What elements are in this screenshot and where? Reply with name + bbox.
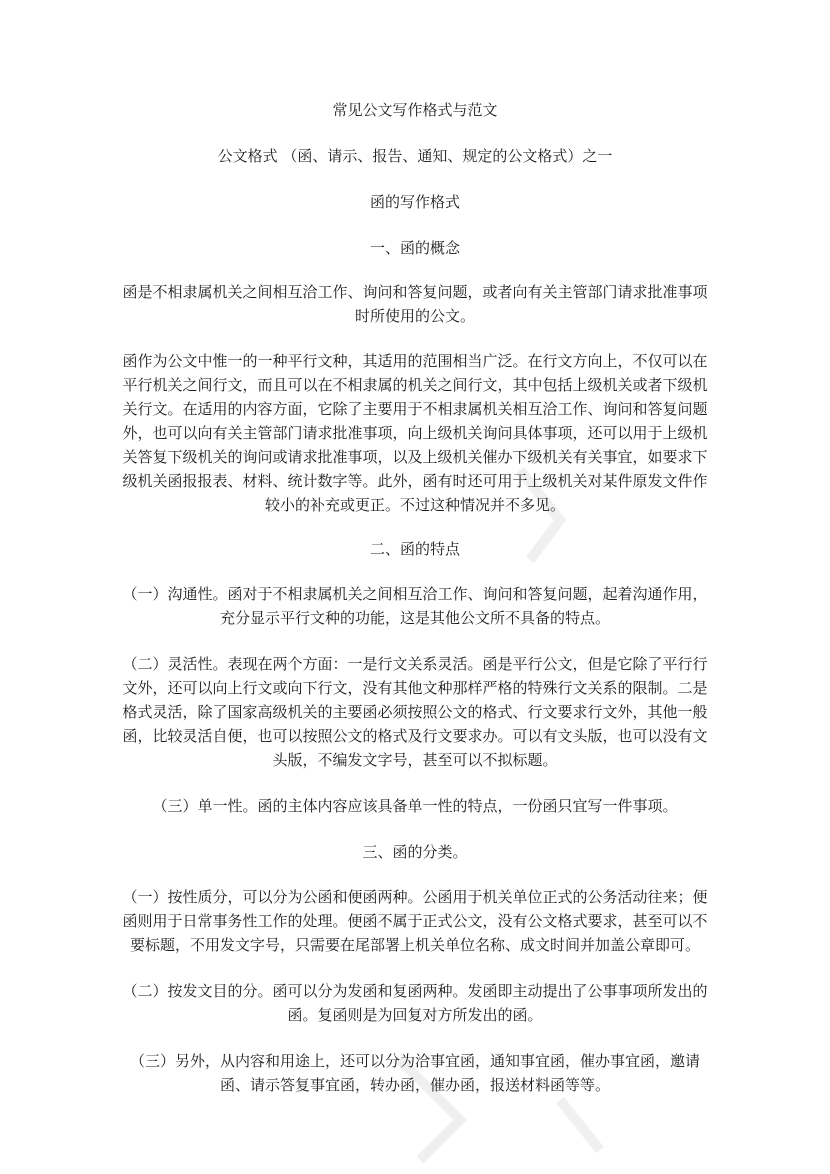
paragraph-class-content: （三）另外，从内容和用途上，还可以分为洽事宜函，通知事宜函，催办事宜函，邀请函、请示答复事宜函，转办函，催办函，报送材料函等等。 xyxy=(129,1052,700,1094)
paragraph-feature-flexibility: （二）灵活性。表现在两个方面：一是行文关系灵活。函是平行公文，但是它除了平行行文外，还可以向上行文或向下行文，没有其他文种那样严格的特殊行文关系的限制。二是格式灵活，除了国家高级机关的主要函必须按照公文的格式、行文要求行文外，其他一般函，比较灵活自便，也可以按照公文的格式及行文要求办。可以有文头版，也可以没有文头版，不编发文字号，甚至可以不拟标题。 xyxy=(122,655,708,769)
heading-features: 二、函的特点 xyxy=(369,540,460,558)
paragraph-feature-singularity: （三）单一性。函的主体内容应该具备单一性的特点，一份函只宜写一件事项。 xyxy=(152,797,678,815)
paragraph-class-nature: （一）按性质分，可以分为公函和便函两种。公函用于机关单位正式的公务活动往来；便函则用于日常事务性工作的处理。便函不属于正式公文，没有公文格式要求，甚至可以不要标题，不用发文字号，只需要在尾部署上机关单位名称、成文时间并加盖公章即可。 xyxy=(122,888,708,954)
document-subtitle: 公文格式 （函、请示、报告、通知、规定的公文格式）之一 xyxy=(217,147,613,165)
paragraph-class-purpose: （二）按发文目的分。函可以分为发函和复函两种。发函即主动提出了公事事项所发出的函。复函则是为回复对方所发出的函。 xyxy=(122,982,708,1024)
paragraph-feature-communication: （一）沟通性。函对于不相隶属机关之间相互洽工作、询问和答复问题，起着沟通作用，充分显示平行文种的功能，这是其他公文所不具备的特点。 xyxy=(122,585,708,627)
heading-classification: 三、函的分类。 xyxy=(362,843,468,861)
paragraph-definition: 函是不相隶属机关之间相互洽工作、询问和答复问题，或者向有关主管部门请求批准事项时所使用的公文。 xyxy=(122,283,708,325)
paragraph-scope: 函作为公文中惟一的一种平行文种，其适用的范围相当广泛。在行文方向上，不仅可以在平行机关之间行文，而且可以在不相隶属的机关之间行文，其中包括上级机关或者下级机关行文。在适用的内容方面，它除了主要用于不相隶属机关相互洽工作、询问和答复问题外，也可以向有关主管部门请求批准事项，向上级机关询问具体事项，还可以用于上级机关答复下级机关的询问或请求批准事项，以及上级机关催办下级机关有关事宜，如要求下级机关函报报表、材料、统计数字等。此外，函有时还可用于上级机关对某件原发文件作较小的补充或更正。不过这种情况并不多见。 xyxy=(122,352,708,514)
document-title: 常见公文写作格式与范文 xyxy=(332,101,498,119)
document-page xyxy=(118,98,712,1119)
section-title: 函的写作格式 xyxy=(369,193,460,211)
heading-concept: 一、函的概念 xyxy=(369,239,460,257)
